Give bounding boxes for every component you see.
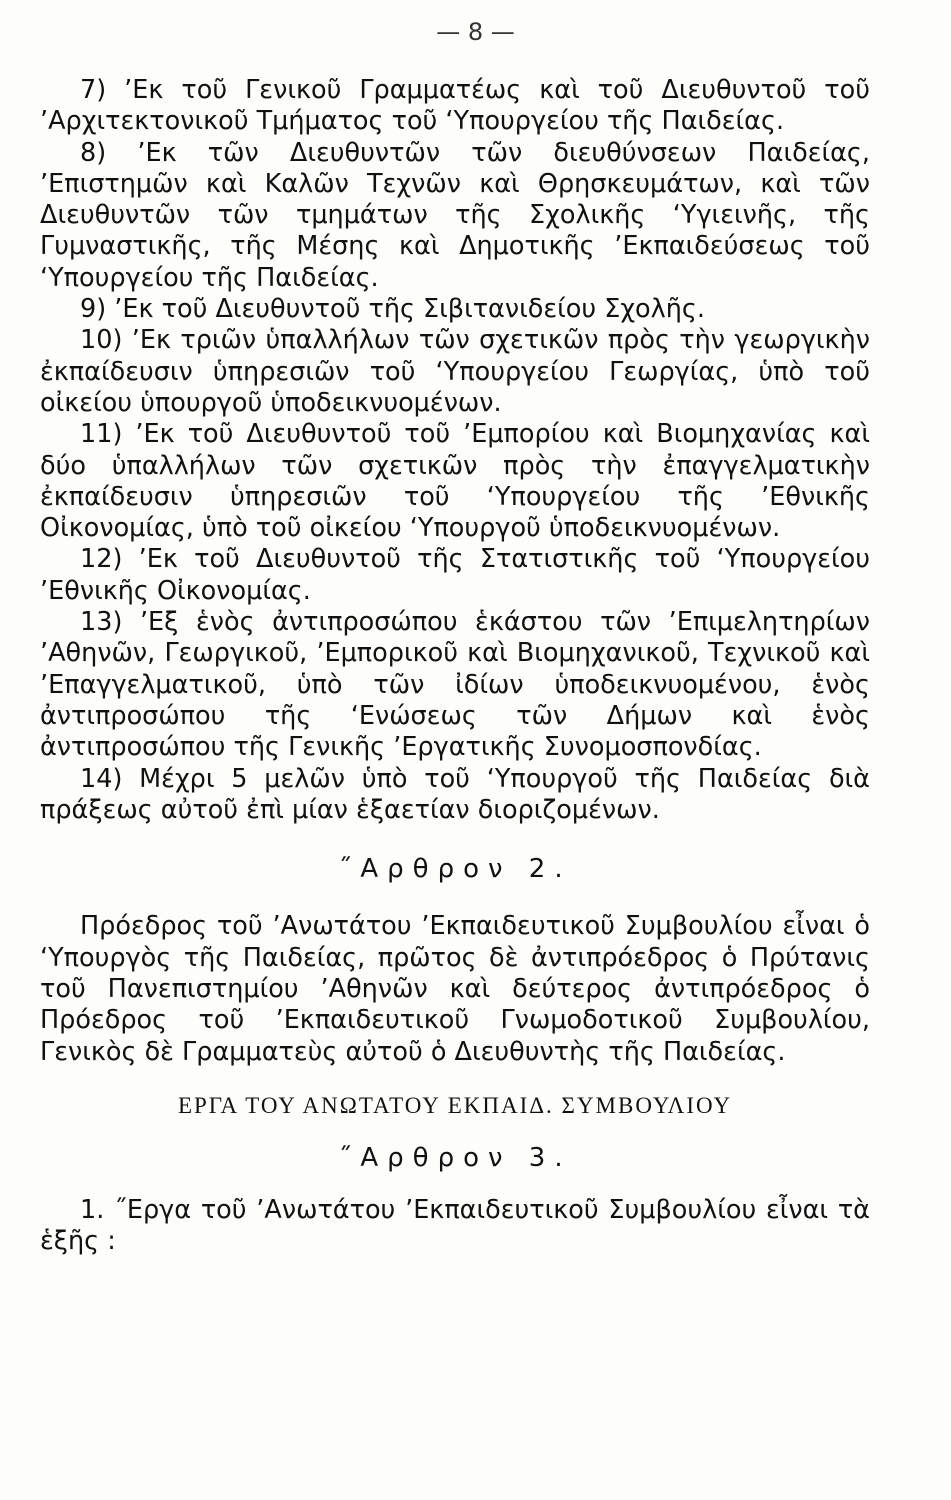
- article-3-heading: ˝Αρθρον 3.: [338, 1143, 572, 1174]
- list-item: 12) ’Εκ τοῦ Διευθυντοῦ τῆς Στατιστικῆς τοῦ ‘Υπουργείου ’Εθνικῆς Οἰκονομίας.: [40, 544, 870, 606]
- list-item: 8) ’Εκ τῶν Διευθυντῶν τῶν διευθύνσεων Παιδείας, ’Επιστημῶν καὶ Καλῶν Τεχνῶν καὶ Θρησκευμάτων, καὶ τῶν Διευθυντῶν τῶν τμημάτων τῆς Σχολικῆς ‘Υγιεινῆς, τῆς Γυμναστικῆς, τῆς Μέσης καὶ Δημοτικῆς ’Εκπαιδεύσεως τοῦ ‘Υπουργείου τῆς Παιδείας.: [40, 137, 870, 293]
- article-2-text: Πρόεδρος τοῦ ’Ανωτάτου ’Εκπαιδευτικοῦ Συμβουλίου εἶναι ὁ ‘Υπουργὸς τῆς Παιδείας, πρῶτος δὲ ἀντιπρόεδρος ὁ Πρύτανις τοῦ Πανεπιστημίου ’Αθηνῶν καὶ δεύτερος ἀντιπρόεδρος ὁ Πρόεδρος τοῦ ’Εκπαιδευτικοῦ Γνωμοδοτικοῦ Συμβουλίου, Γενικὸς δὲ Γραμματεὺς αὐτοῦ ὁ Διευθυντὴς τῆς Παιδείας.: [40, 911, 870, 1067]
- document-body: [40, 75, 870, 1257]
- list-item: 13) ’Εξ ἑνὸς ἀντιπροσώπου ἑκάστου τῶν ’Επιμελητηρίων ’Αθηνῶν, Γεωργικοῦ, ’Εμπορικοῦ καὶ Βιομηχανικοῦ, Τεχνικοῦ καὶ ’Επαγγελματικοῦ, ὑπὸ τῶν ἰδίων ὑποδεικνυομένου, ἑνὸς ἀντιπροσώπου τῆς ‘Ενώσεως τῶν Δήμων καὶ ἑνὸς ἀντιπροσώπου τῆς Γενικῆς ’Εργατικῆς Συνομοσπονδίας.: [40, 607, 870, 763]
- section-title: ΕΡΓΑ ΤΟΥ ΑΝΩΤΑΤΟΥ ΕΚΠΑΙΔ. ΣΥΜΒΟΥΛΙΟΥ: [177, 1092, 733, 1118]
- page-number: — 8 —: [436, 18, 515, 46]
- list-item: 10) ’Εκ τριῶν ὑπαλλήλων τῶν σχετικῶν πρὸς τὴν γεωργικὴν ἐκπαίδευσιν ὑπηρεσιῶν τοῦ ‘Υπουργείου Γεωργίας, ὑπὸ τοῦ οἰκείου ὑπουργοῦ ὑποδεικνυομένων.: [40, 325, 870, 418]
- article-2-heading: ˝Αρθρον 2.: [338, 854, 572, 885]
- list-item: 11) ’Εκ τοῦ Διευθυντοῦ τοῦ ’Εμπορίου καὶ Βιομηχανίας καὶ δύο ὑπαλλήλων τῶν σχετικῶν πρὸς τὴν ἐπαγγελματικὴν ἐκπαίδευσιν ὑπηρεσιῶν τοῦ ‘Υπουργείου τῆς ’Εθνικῆς Οἰκονομίας, ὑπὸ τοῦ οἰκείου ‘Υπουργοῦ ὑποδεικνυομένων.: [40, 419, 870, 544]
- article-3-text: 1. ˝Εργα τοῦ ’Ανωτάτου ’Εκπαιδευτικοῦ Συμβουλίου εἶναι τὰ ἑξῆς :: [40, 1194, 870, 1256]
- list-item: 7) ’Εκ τοῦ Γενικοῦ Γραμματέως καὶ τοῦ Διευθυντοῦ τοῦ ’Αρχιτεκτονικοῦ Τμήματος τοῦ ‘Υπουργείου τῆς Παιδείας.: [40, 75, 870, 137]
- list-item: 14) Μέχρι 5 μελῶν ὑπὸ τοῦ ‘Υπουργοῦ τῆς Παιδείας διὰ πράξεως αὐτοῦ ἐπὶ μίαν ἑξαετίαν διοριζομένων.: [40, 763, 870, 825]
- list-item: 9) ’Εκ τοῦ Διευθυντοῦ τῆς Σιβιτανιδείου Σχολῆς.: [80, 294, 705, 325]
